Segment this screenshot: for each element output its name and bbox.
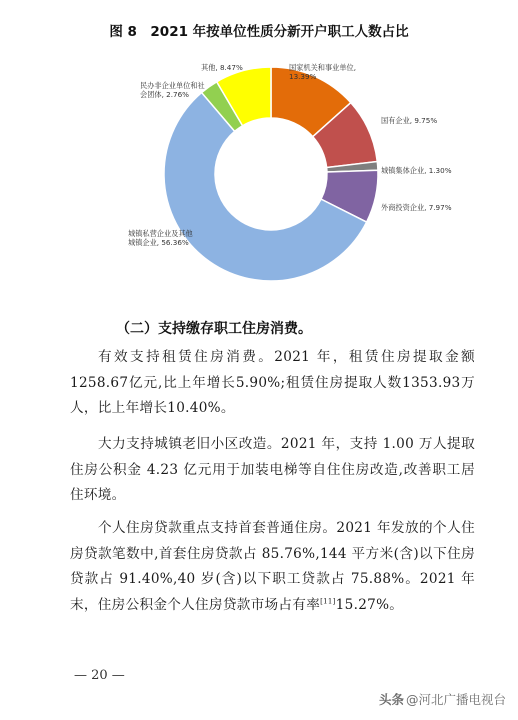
slice-label-2: 城镇集体企业, 1.30%	[381, 166, 452, 175]
footnote-ref[interactable]: [11]	[320, 596, 336, 605]
chart-slices	[164, 67, 378, 281]
slice-label-6: 其他, 8.47%	[201, 63, 243, 72]
paragraph-rental: 有效支持租赁住房消费。2021 年，租赁住房提取金额1258.67亿元,比上年增长5.90%;租赁住房提取人数1353.93万人，比上年增长10.40%。	[70, 349, 475, 416]
slice-label-3: 外商投资企业, 7.97%	[381, 203, 452, 212]
paragraph-loans	[70, 516, 475, 618]
slice-label-5: 民办非企业单位和社会团体, 2.76%	[140, 81, 205, 99]
slice-label-0: 国家机关和事业单位, 13.39%	[289, 63, 356, 81]
section-heading: （二）支持缴存职工住房消费。	[116, 321, 312, 337]
page-number: — 20 —	[74, 668, 125, 683]
watermark-text: @河北广播电视台	[405, 692, 506, 707]
figure-title: 图 8 2021 年按单位性质分新开户职工人数占比	[109, 24, 409, 40]
paragraph-loans-text: 个人住房贷款重点支持首套普通住房。2021 年发放的个人住房贷款笔数中,首套住房贷款占 85.76%,144 平方米(含)以下住房贷款占 91.40%,40 岁(含)以下职工贷款占 75.88%。2021 年末，住房公积金个人住房贷款市场占有率	[70, 520, 475, 613]
slice-label-4: 城镇私营企业及其他城镇企业, 56.36%	[128, 229, 193, 247]
slice-label-1: 国有企业, 9.75%	[381, 116, 438, 125]
paragraph-loans-tail: 15.27%。	[335, 596, 404, 613]
watermark-logo: 头条	[378, 692, 404, 707]
watermark	[379, 690, 506, 708]
paragraph-renovation: 大力支持城镇老旧小区改造。2021 年，支持 1.00 万人提取住房公积金 4.23 亿元用于加装电梯等自住住房改造,改善职工居住环境。	[70, 436, 475, 503]
donut-chart	[0, 0, 518, 310]
